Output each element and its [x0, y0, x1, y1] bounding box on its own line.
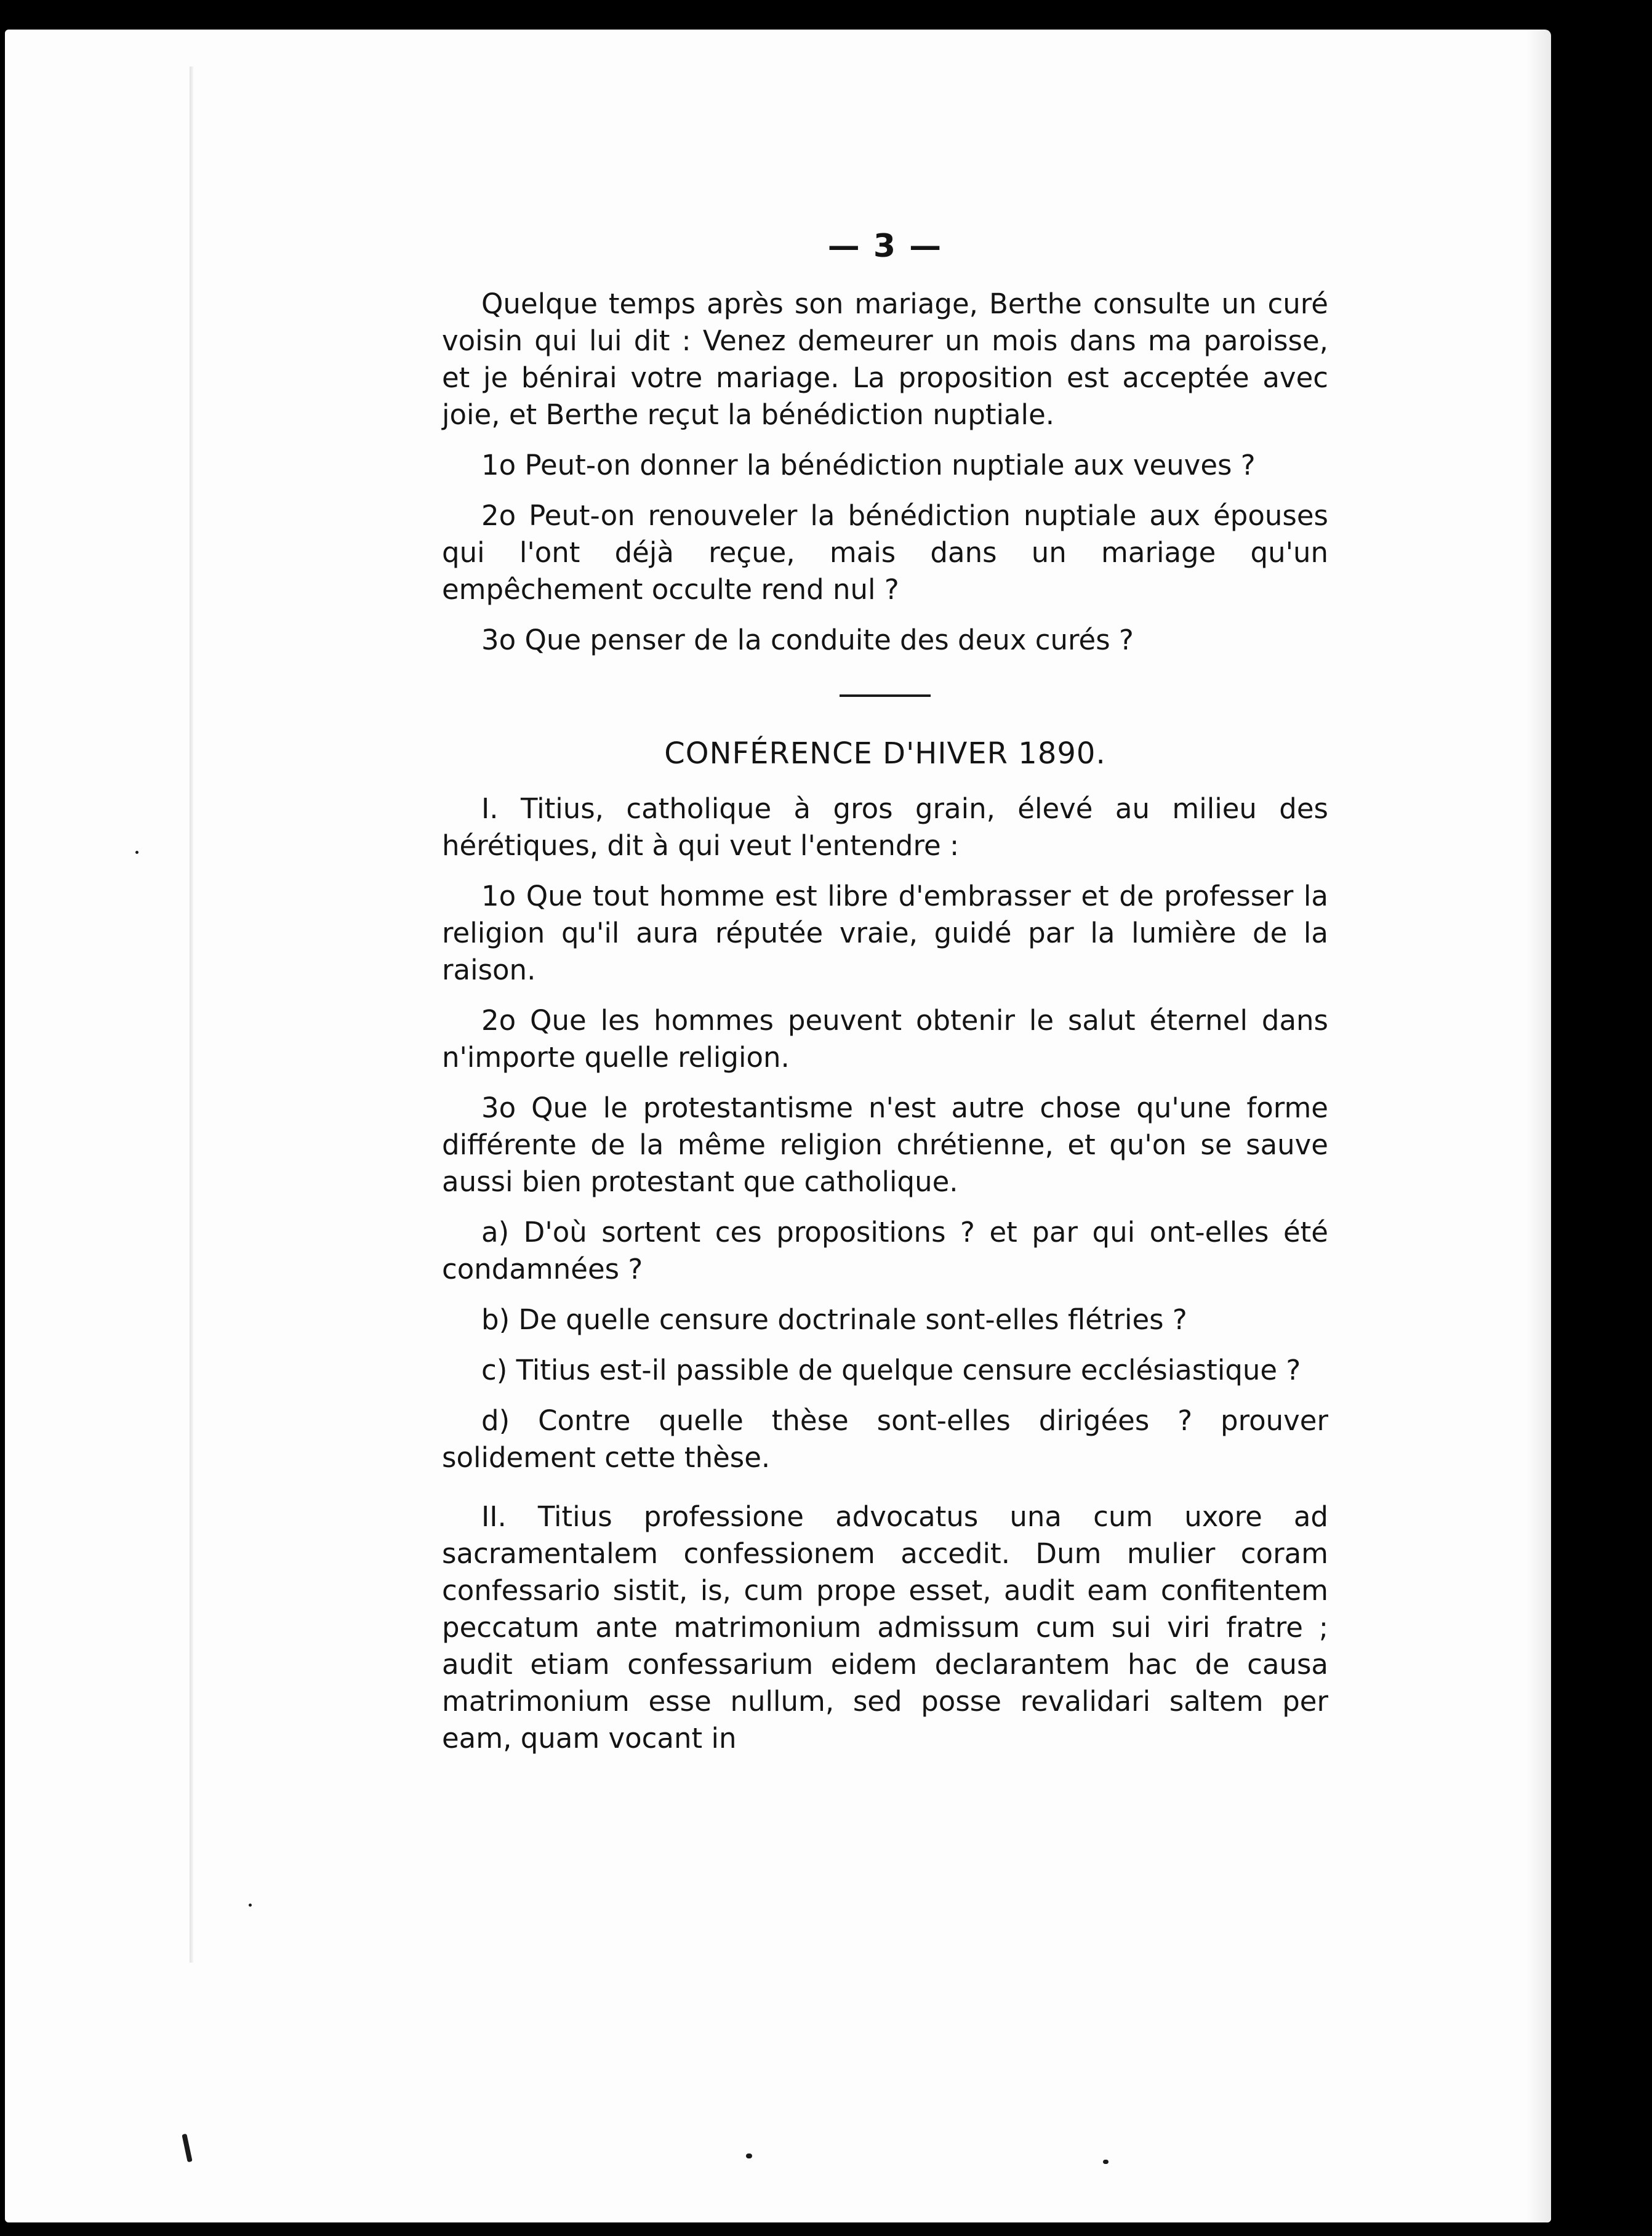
case-1-point-1: 1o Que tout homme est libre d'embrasser et de professer la religion qu'il aura réputée vraie, guidé par la lumière de la raison.: [442, 880, 1328, 986]
case-1-point-3: 3o Que le protestantisme n'est autre chose qu'une forme différente de la même religion chrétienne, et qu'on se sauve aussi bien protestant que catholique.: [442, 1092, 1328, 1198]
page-fold-line: [190, 66, 193, 1963]
scan-speck: [135, 851, 138, 854]
section-heading: CONFÉRENCE D'HIVER 1890.: [664, 736, 1106, 771]
question-1: 1o Peut-on donner la bénédiction nuptiale aux veuves ?: [481, 449, 1256, 481]
case-1-intro: I. Titius, catholique à gros grain, élevé au milieu des hérétiques, dit à qui veut l'entendre :: [442, 792, 1328, 862]
question-2: 2o Peut-on renouveler la bénédiction nuptiale aux épouses qui l'ont déjà reçue, mais dans un mariage qu'un empêchement occulte rend nul ?: [442, 499, 1328, 606]
spacer: [442, 1490, 1328, 1498]
page-content: [442, 228, 1328, 1771]
case-1-question-c: c) Titius est-il passible de quelque censure ecclésiastique ?: [481, 1354, 1301, 1386]
page-number: — 3 —: [827, 228, 943, 265]
scan-speck: [1103, 2160, 1109, 2164]
case-1-question-b: b) De quelle censure doctrinale sont-elles flétries ?: [481, 1303, 1187, 1336]
scan-speck: [746, 2154, 752, 2158]
case-1-point-2: 2o Que les hommes peuvent obtenir le salut éternel dans n'importe quelle religion.: [442, 1004, 1328, 1074]
case-1-question-a: a) D'où sortent ces propositions ? et par qui ont-elles été condamnées ?: [442, 1216, 1328, 1285]
page-edge-shadow: [1526, 30, 1551, 2222]
case-1-question-d: d) Contre quelle thèse sont-elles dirigées ? prouver solidement cette thèse.: [442, 1404, 1328, 1474]
section-divider: [840, 694, 931, 697]
scan-speck: [249, 1904, 252, 1907]
question-3: 3o Que penser de la conduite des deux curés ?: [481, 624, 1134, 656]
case-2-text: II. Titius professione advocatus una cum uxore ad sacramentalem confessionem accedit. Dum mulier coram confessario sistit, is, cum prope esset, audit eam confitentem peccatum ante matrimonium admissum cum sui viri fratre ; audit etiam confessarium eidem declarantem hac de causa matrimonium esse nullum, sed posse revalidari saltem per eam, quam vocant in: [442, 1500, 1328, 1755]
paragraph-berthe: Quelque temps après son mariage, Berthe consulte un curé voisin qui lui dit : Venez demeurer un mois dans ma paroisse, et je bénirai votre mariage. La proposition est acceptée avec joie, et Berthe reçut la bénédiction nuptiale.: [442, 288, 1328, 431]
